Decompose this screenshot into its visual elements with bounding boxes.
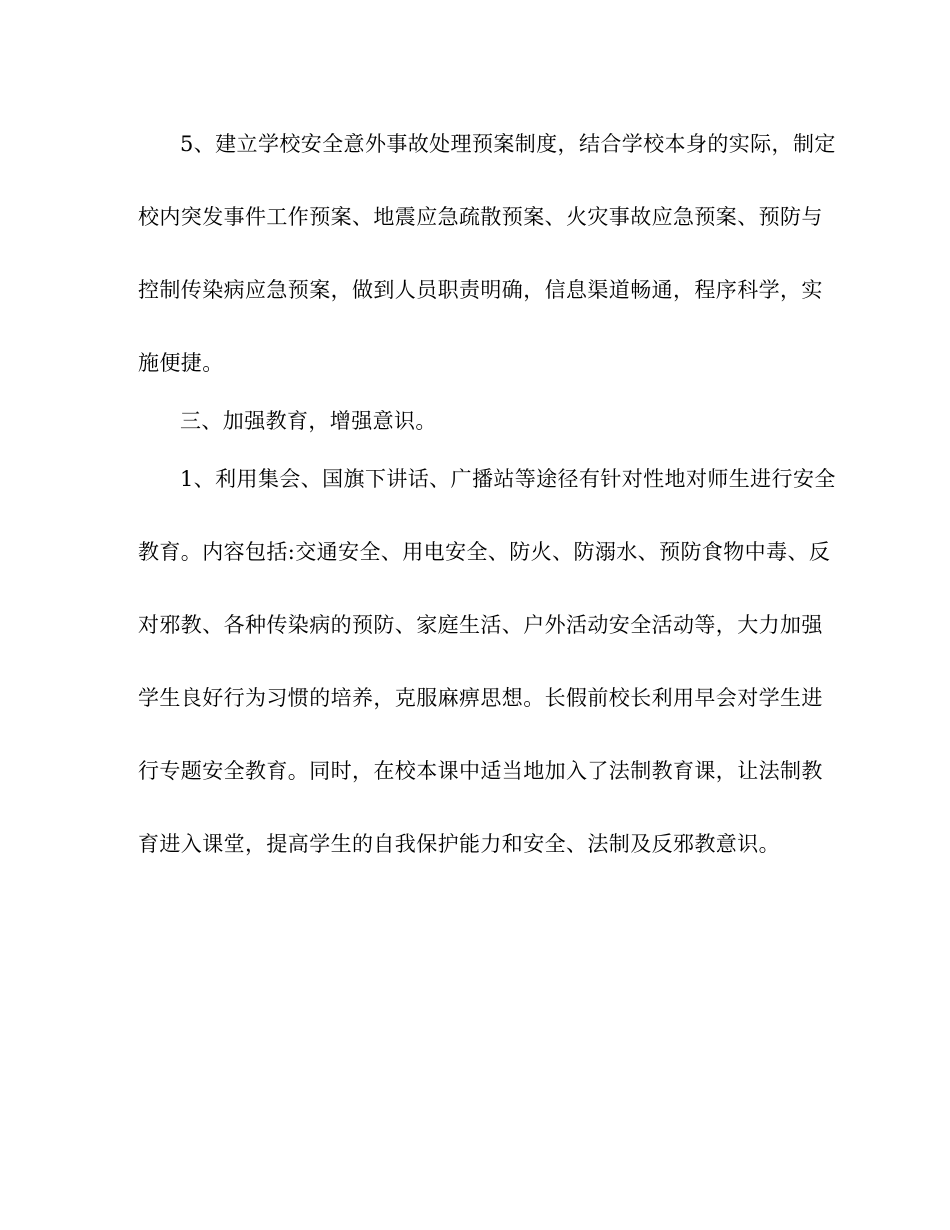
paragraph-safety-education: 1、利用集会、国旗下讲话、广播站等途径有针对性地对师生进行安全教育。内容包括:交通安全、用电安全、防火、防溺水、预防食物中毒、反对邪教、各种传染病的预防、家庭生活、户外活动安全活动等，大力加强学生良好行为习惯的培养，克服麻痹思想。长假前校长利用早会对学生进行专题安全教育。同时，在校本课中适当地加入了法制教育课，让法制教育进入课堂，提高学生的自我保护能力和安全、法制及反邪教意识。 xyxy=(138,467,836,856)
section-heading-education: 三、加强教育，增强意识。 xyxy=(180,409,437,433)
paragraph-emergency-plans: 5、建立学校安全意外事故处理预案制度，结合学校本身的实际，制定校内突发事件工作预案、地震应急疏散预案、火灾事故应急预案、预防与控制传染病应急预案，做到人员职责明确，信息渠道畅通，程序科学，实施便捷。 xyxy=(138,132,836,375)
